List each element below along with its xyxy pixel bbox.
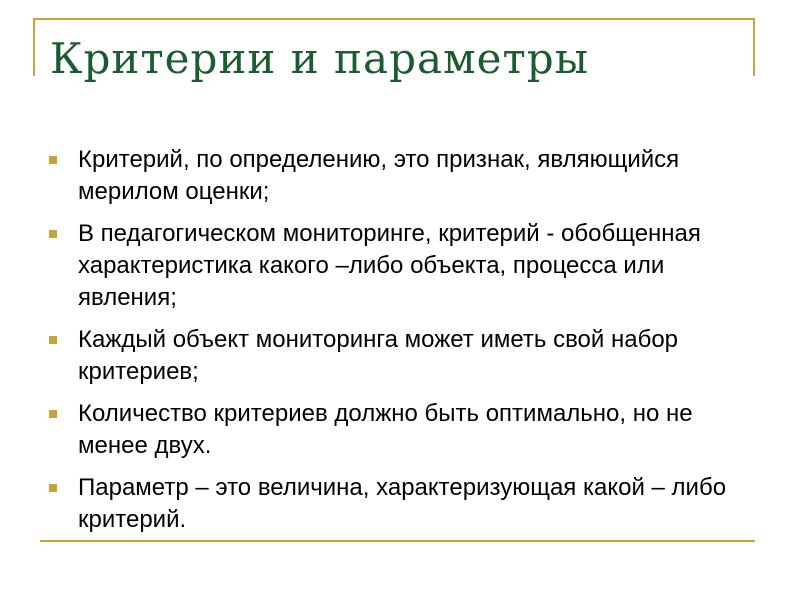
- bullet-list: [40, 144, 740, 546]
- bullet-item: [40, 324, 740, 388]
- frame-right-line: [753, 18, 755, 76]
- frame-left-line: [33, 18, 35, 76]
- bullet-item: [40, 472, 740, 536]
- frame-bottom-line: [40, 540, 755, 542]
- bullet-text: Параметр – это величина, характеризующая какой – либо критерий.: [78, 474, 727, 533]
- square-bullet-icon: [49, 336, 57, 344]
- bullet-item: [40, 398, 740, 462]
- frame-top-line: [33, 18, 755, 20]
- square-bullet-icon: [49, 156, 57, 164]
- bullet-item: [40, 218, 740, 314]
- square-bullet-icon: [49, 230, 57, 238]
- square-bullet-icon: [49, 410, 57, 418]
- slide-title: Критерии и параметры: [50, 34, 590, 83]
- bullet-text: Количество критериев должно быть оптимально, но не менее двух.: [78, 400, 693, 459]
- bullet-text: Критерий, по определению, это признак, являющийся мерилом оценки;: [78, 146, 680, 205]
- square-bullet-icon: [49, 484, 57, 492]
- bullet-item: [40, 144, 740, 208]
- bullet-text: В педагогическом мониторинге, критерий - обобщенная характеристика какого –либо объекта, процесса или явления;: [78, 220, 701, 311]
- bullet-text: Каждый объект мониторинга может иметь свой набор критериев;: [78, 326, 679, 385]
